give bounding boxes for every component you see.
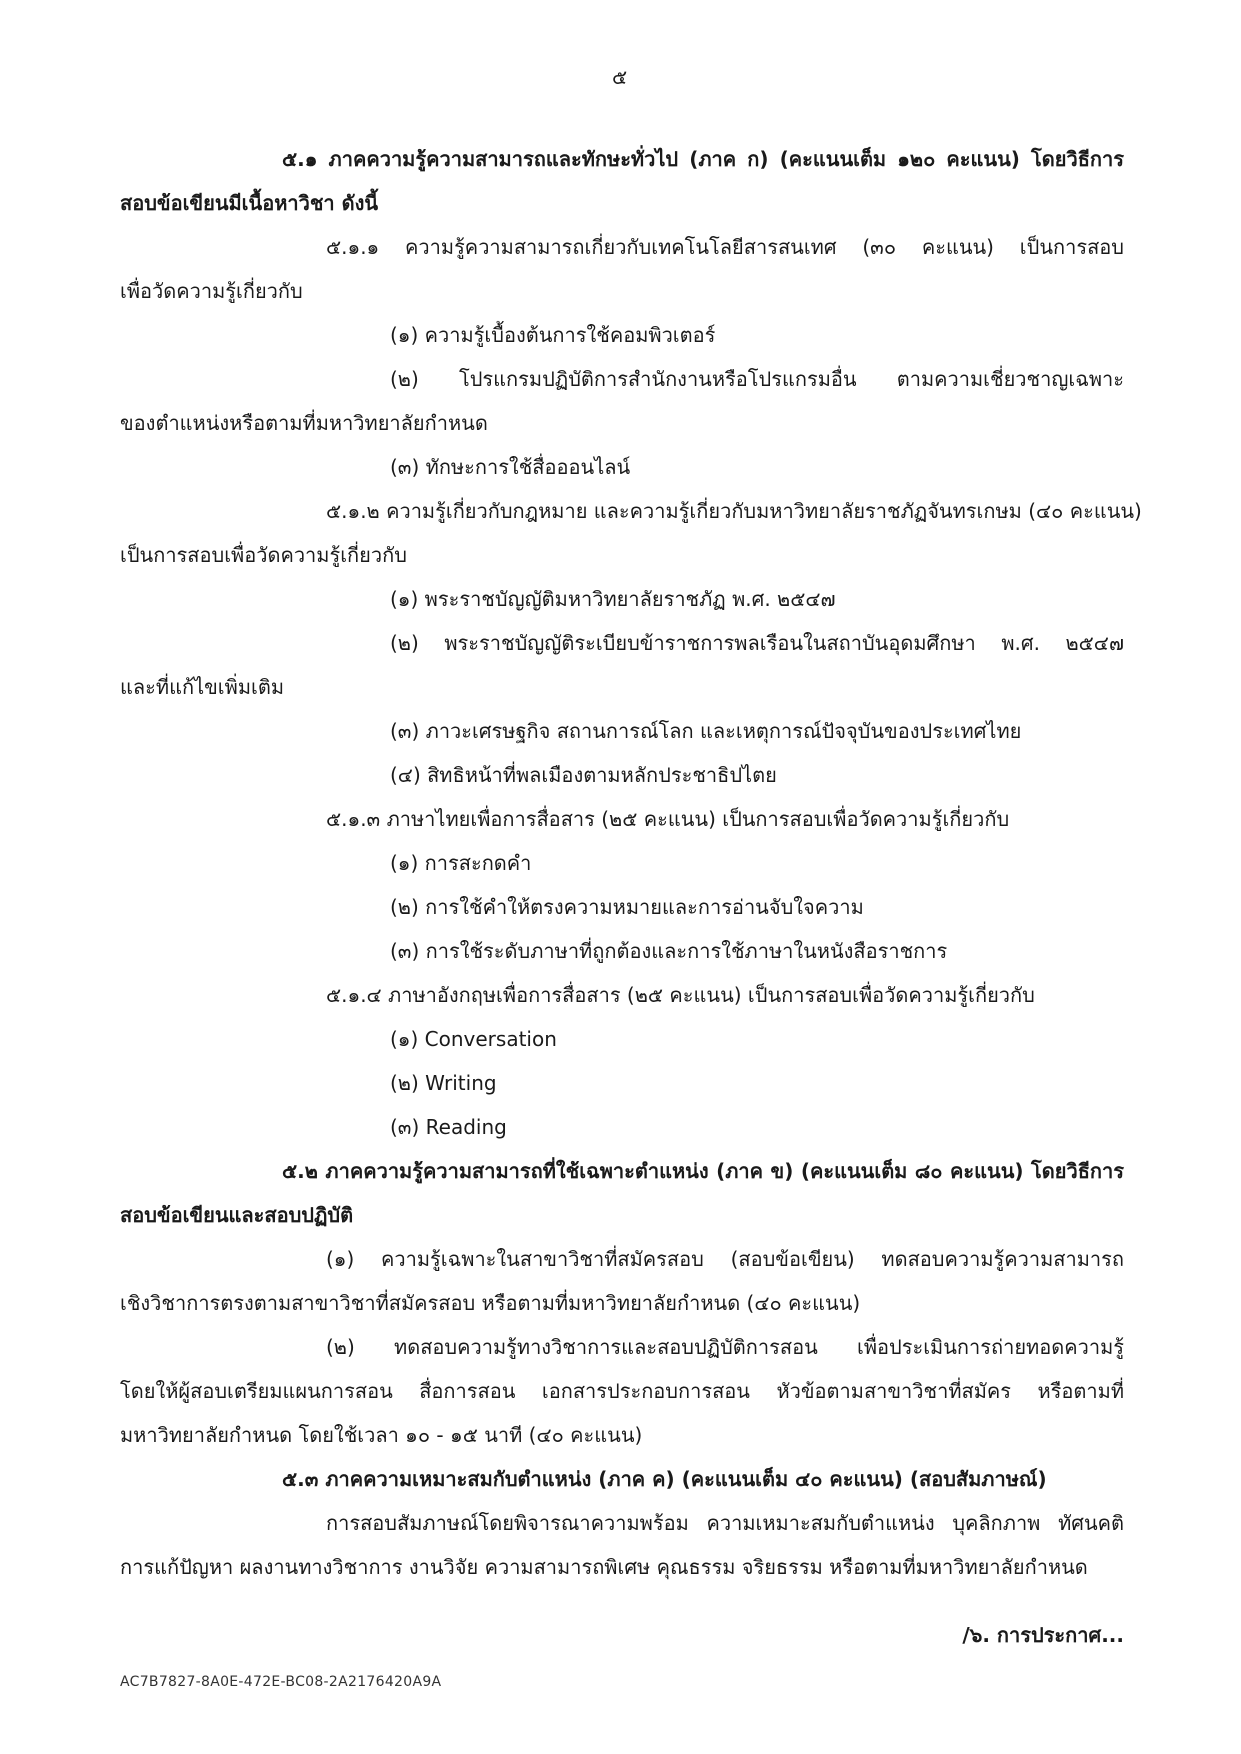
list-item-cont: และที่แก้ไขเพิ่มเติม — [120, 675, 285, 699]
subsection-5-1-2-cont: เป็นการสอบเพื่อวัดความรู้เกี่ยวกับ — [120, 543, 407, 567]
section-5-3-body: การสอบสัมภาษณ์โดยพิจารณาความพร้อม ความเหมาะสมกับตำแหน่ง บุคลิกภาพ ทัศนคติ — [326, 1511, 1124, 1535]
subsection-5-1-4: ๕.๑.๔ ภาษาอังกฤษเพื่อการสื่อสาร (๒๕ คะแนน) เป็นการสอบเพื่อวัดความรู้เกี่ยวกับ — [326, 983, 1035, 1007]
list-item: (๒) Writing — [390, 1071, 497, 1095]
list-item: (๒) การใช้คำให้ตรงความหมายและการอ่านจับใจความ — [390, 895, 864, 919]
list-item-cont: โดยให้ผู้สอบเตรียมแผนการสอน สื่อการสอน เอกสารประกอบการสอน หัวข้อตามสาขาวิชาที่สมัคร หรือตามที่ — [120, 1379, 1124, 1403]
list-item: (๑) Conversation — [390, 1027, 557, 1051]
list-item: (๑) ความรู้เฉพาะในสาขาวิชาที่สมัครสอบ (สอบข้อเขียน) ทดสอบความรู้ความสามารถ — [326, 1247, 1124, 1271]
list-item: (๒) ทดสอบความรู้ทางวิชาการและสอบปฏิบัติการสอน เพื่อประเมินการถ่ายทอดความรู้ — [326, 1335, 1124, 1359]
list-item-cont: ของตำแหน่งหรือตามที่มหาวิทยาลัยกำหนด — [120, 411, 488, 435]
list-item: (๒) โปรแกรมปฏิบัติการสำนักงานหรือโปรแกรมอื่น ตามความเชี่ยวชาญเฉพาะ — [390, 367, 1124, 391]
list-item: (๑) การสะกดคำ — [390, 851, 532, 875]
list-item: (๓) ภาวะเศรษฐกิจ สถานการณ์โลก และเหตุการณ์ปัจจุบันของประเทศไทย — [390, 719, 1022, 743]
list-item: (๔) สิทธิหน้าที่พลเมืองตามหลักประชาธิปไตย — [390, 763, 777, 787]
list-item: (๒) พระราชบัญญัติระเบียบข้าราชการพลเรือนในสถาบันอุดมศึกษา พ.ศ. ๒๕๔๗ — [390, 631, 1124, 655]
subsection-5-1-1: ๕.๑.๑ ความรู้ความสามารถเกี่ยวกับเทคโนโลยีสารสนเทศ (๓๐ คะแนน) เป็นการสอบ — [326, 235, 1124, 259]
list-item: (๓) Reading — [390, 1115, 507, 1139]
list-item-cont: เชิงวิชาการตรงตามสาขาวิชาที่สมัครสอบ หรือตามที่มหาวิทยาลัยกำหนด (๔๐ คะแนน) — [120, 1291, 861, 1315]
list-item: (๑) พระราชบัญญัติมหาวิทยาลัยราชภัฏ พ.ศ. ๒๕๔๗ — [390, 587, 836, 611]
section-5-3-heading: ๕.๓ ภาคความเหมาะสมกับตำแหน่ง (ภาค ค) (คะแนนเต็ม ๔๐ คะแนน) (สอบสัมภาษณ์) — [282, 1467, 1047, 1491]
section-5-1-heading-cont: สอบข้อเขียนมีเนื้อหาวิชา ดังนี้ — [120, 191, 379, 215]
list-item-cont: มหาวิทยาลัยกำหนด โดยใช้เวลา ๑๐ - ๑๕ นาที (๔๐ คะแนน) — [120, 1423, 643, 1447]
list-item: (๑) ความรู้เบื้องต้นการใช้คอมพิวเตอร์ — [390, 323, 716, 347]
subsection-5-1-3: ๕.๑.๓ ภาษาไทยเพื่อการสื่อสาร (๒๕ คะแนน) เป็นการสอบเพื่อวัดความรู้เกี่ยวกับ — [326, 807, 1010, 831]
continuation-marker: /๖. การประกาศ... — [962, 1623, 1124, 1647]
list-item: (๓) การใช้ระดับภาษาที่ถูกต้องและการใช้ภาษาในหนังสือราชการ — [390, 939, 948, 963]
section-5-2-heading: ๕.๒ ภาคความรู้ความสามารถที่ใช้เฉพาะตำแหน่ง (ภาค ข) (คะแนนเต็ม ๘๐ คะแนน) โดยวิธีการ — [282, 1159, 1124, 1183]
section-5-2-heading-cont: สอบข้อเขียนและสอบปฏิบัติ — [120, 1203, 354, 1227]
section-5-3-body-cont: การแก้ปัญหา ผลงานทางวิชาการ งานวิจัย ความสามารถพิเศษ คุณธรรม จริยธรรม หรือตามที่มหาวิทยาลัยกำหนด — [120, 1555, 1088, 1579]
document-id: AC7B7827-8A0E-472E-BC08-2A2176420A9A — [120, 1674, 442, 1690]
section-5-1-heading: ๕.๑ ภาคความรู้ความสามารถและทักษะทั่วไป (ภาค ก) (คะแนนเต็ม ๑๒๐ คะแนน) โดยวิธีการ — [282, 147, 1125, 171]
page-number: ๕ — [612, 65, 628, 89]
list-item: (๓) ทักษะการใช้สื่อออนไลน์ — [390, 455, 631, 479]
subsection-5-1-2: ๕.๑.๒ ความรู้เกี่ยวกับกฎหมาย และความรู้เกี่ยวกับมหาวิทยาลัยราชภัฏจันทรเกษม (๔๐ คะแนน) — [326, 499, 1142, 523]
subsection-5-1-1-cont: เพื่อวัดความรู้เกี่ยวกับ — [120, 279, 303, 303]
